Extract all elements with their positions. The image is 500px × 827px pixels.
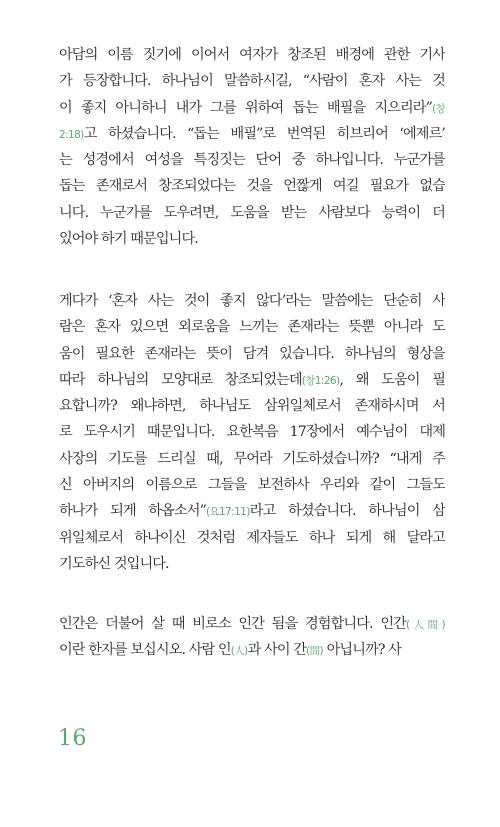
text-segment: 기도하신 것입니다.: [59, 555, 169, 572]
text-line: [59, 498, 445, 524]
text-line: [59, 95, 445, 121]
text-segment: 람은 혼자 있으면 외로움을 느끼는 존재라는 뜻뿐 아니라 도: [59, 319, 445, 336]
text-line: [59, 42, 445, 68]
text-segment: 가 등장합니다. 하나님이 말씀하시길, “사람이 혼자 사는 것: [59, 73, 445, 90]
text-line: [59, 68, 445, 94]
text-line: [59, 121, 445, 147]
text-line: [59, 226, 445, 252]
text-segment: 있어야 하기 때문입니다.: [59, 231, 198, 248]
text-segment: 위일체로서 하나이신 것처럼 제자들도 하나 되게 해 달라고: [59, 529, 445, 546]
scripture-reference: 2:18): [59, 128, 84, 141]
text-line: [59, 147, 445, 173]
text-line: [59, 419, 445, 445]
scripture-reference: (人間): [405, 619, 445, 631]
page-number: 16: [58, 726, 87, 751]
paragraph-2: [59, 288, 445, 577]
text-segment: 움이 필요한 존재라는 뜻이 담겨 있습니다. 하나님의 형상을: [59, 345, 445, 362]
scripture-reference: (창: [431, 102, 445, 115]
text-segment: , 왜 도움이 필: [339, 371, 445, 388]
text-line: [59, 611, 445, 637]
text-segment: 라고 하셨습니다. 하나님이 삼: [249, 503, 445, 520]
text-line: [59, 446, 445, 472]
text-segment: 아닙니까? 사: [322, 642, 401, 659]
text-segment: 아담의 이름 짓기에 이어서 여자가 창조된 배경에 관한 기사: [59, 47, 445, 63]
text-segment: 로 도우시기 때문입니다. 요한복음 17장에서 예수님이 대제: [59, 424, 445, 441]
text-segment: 신 아버지의 이름으로 그들을 보전하사 우리와 같이 그들도: [59, 477, 445, 494]
text-line: [59, 637, 445, 663]
text-line: [59, 314, 445, 340]
paragraph-3: [59, 611, 445, 664]
text-line: [59, 472, 445, 498]
text-line: [59, 551, 445, 577]
text-segment: 는 성경에서 여성을 특징짓는 단어 중 하나입니다. 누군가를: [59, 152, 445, 169]
text-line: [59, 173, 445, 199]
text-segment: 니다. 누군가를 도우려면, 도움을 받는 사람보다 능력이 더: [59, 204, 445, 221]
scripture-reference: (人): [230, 645, 248, 658]
scripture-reference: (요17:11): [205, 506, 250, 519]
text-line: [59, 525, 445, 551]
text-line: [59, 341, 445, 367]
text-line: [59, 393, 445, 419]
text-line: [59, 200, 445, 226]
text-segment: 이란 한자를 보십시오. 사람 인: [59, 642, 231, 659]
text-line: [59, 367, 445, 393]
text-segment: 요합니까? 왜냐하면, 하나님도 삼위일체로서 존재하시며 서: [59, 398, 445, 415]
text-segment: 사장의 기도를 드리실 때, 무어라 기도하셨습니까? “내게 주: [59, 450, 445, 467]
text-segment: 게다가 ‘혼자 사는 것이 좋지 않다’라는 말씀에는 단순히 사: [59, 293, 445, 309]
paragraph-1: [59, 42, 445, 252]
text-segment: 하나가 되게 하옵소서”: [59, 503, 206, 520]
text-segment: 돕는 존재로서 창조되었다는 것을 언짢게 여길 필요가 없습: [59, 178, 445, 195]
scripture-reference: (間): [306, 645, 323, 658]
text-segment: 과 사이 간: [247, 642, 307, 659]
scripture-reference: (창1:26): [301, 374, 340, 387]
text-segment: 이 좋지 아니하니 내가 그를 위하여 돕는 배필을 지으리라”: [59, 99, 432, 116]
text-segment: 인간은 더불어 살 때 비로소 인간 됨을 경험합니다. 인간: [59, 616, 406, 632]
text-segment: 따라 하나님의 모양대로 창조되었는데: [59, 371, 302, 388]
text-line: [59, 288, 445, 314]
text-segment: 고 하셨습니다. “돕는 배필”로 번역된 히브리어 ‘에제르’: [83, 125, 445, 142]
